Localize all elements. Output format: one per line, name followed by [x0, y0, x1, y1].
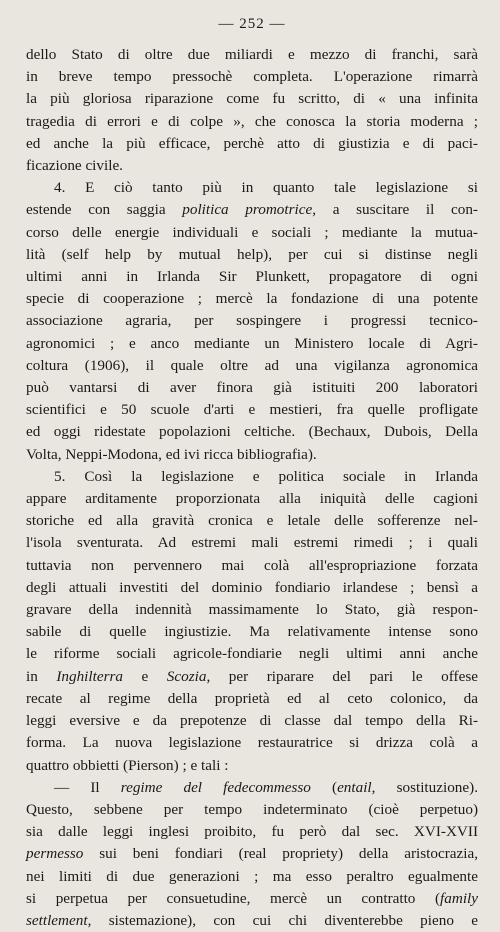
italic-phrase: Inghilterra: [56, 667, 123, 685]
italic-phrase: politica promotrice: [182, 201, 313, 219]
text-line: sia dalle leggi inglesi proibito, fu però dal sec. XVI-XVII: [26, 823, 478, 841]
text-line: corso delle energie individuali e sociali ; mediante la mutua-: [26, 223, 478, 241]
text-run: si perpetua per consuetudine, mercè un contratto (: [26, 889, 441, 907]
text-run: — Il: [54, 778, 121, 796]
text-run: , sistemazione), con cui chi diventerebbe pieno e: [87, 911, 478, 929]
text-run: sui beni fondiari (real propriety) della aristocrazia,: [83, 845, 478, 863]
text-run: , sostituzione).: [371, 778, 478, 796]
text-line: Volta, Neppi-Modona, ed ivi ricca bibliografia).: [26, 445, 317, 463]
text-run: in: [26, 667, 57, 685]
text-run: estende con saggia: [26, 201, 183, 219]
text-line: [26, 199, 478, 221]
text-line: storiche ed alla gravità cronica e letale delle sofferenze nel-: [26, 512, 478, 530]
italic-phrase: entail: [337, 778, 372, 796]
text-line: tragedia di errori e di colpe », che conosca la storia moderna ;: [26, 112, 478, 130]
text-line: Questo, sebbene per tempo indeterminato (cioè perpetuo): [26, 800, 478, 818]
text-line: la più gloriosa riparazione come fu scritto, di « una infinita: [26, 90, 478, 108]
text-line: degli attuali investiti del dominio fondiario irlandese ; bensì a: [26, 578, 478, 596]
text-line: scientifici e 50 scuole d'arti e mestieri, fra quelle profligate: [26, 401, 478, 419]
text-line: l'isola sventurata. Ad estremi mali estremi rimedi ; i quali: [26, 534, 478, 552]
text-line: gravare della indennità massimamente lo Stato, già respon-: [26, 601, 478, 619]
text-line: quattro obbietti (Pierson) ; e tali :: [26, 756, 229, 774]
text-line: specie di cooperazione ; mercè la fondazione di una potente: [26, 290, 478, 308]
text-line: 4. E ciò tanto più in quanto tale legislazione si: [54, 179, 478, 197]
text-line: ficazione civile.: [26, 157, 123, 175]
text-line: tuttavia non pervennero mai colà all'espropriazione forzata: [26, 556, 478, 574]
text-line: ultimi anni in Irlanda Sir Plunkett, propagatore di ogni: [26, 268, 478, 286]
text-line: 5. Così la legislazione e politica sociale in Irlanda: [54, 467, 478, 485]
text-line: sabile di quelle ingiustizie. Ma relativamente intense sono: [26, 623, 478, 641]
text-line: [26, 777, 478, 799]
text-line: lità (self help by mutual help), per cui si distinse negli: [26, 245, 478, 263]
text-line: [26, 666, 478, 688]
italic-phrase: Scozia: [166, 667, 207, 685]
text-line: [26, 888, 478, 910]
text-line: [26, 843, 478, 865]
text-line: può vantarsi di aver finora già istituiti 200 laboratori: [26, 379, 478, 397]
text-run: , per riparare del pari le offese: [206, 667, 478, 685]
text-line: appare arditamente proporzionata alla iniquità delle cagioni: [26, 490, 478, 508]
text-run: e: [123, 667, 167, 685]
text-line: agronomici ; e anco mediante un Ministero locale di Agri-: [26, 334, 478, 352]
italic-phrase: settlement: [26, 911, 88, 929]
text-line: coltura (1906), il quale oltre ad una vigilanza agronomica: [26, 356, 478, 374]
italic-phrase: permesso: [26, 845, 84, 863]
text-line: [26, 910, 478, 932]
text-line: recate al regime della proprietà ed al ceto colonico, da: [26, 689, 478, 707]
text-line: nei limiti di due generazioni ; ma esso peraltro egualmente: [26, 867, 478, 885]
italic-phrase: regime del fedecommesso: [120, 778, 311, 796]
text-run: (: [310, 778, 338, 796]
text-line: le riforme sociali agricole-fondiarie negli ultimi anni anche: [26, 645, 478, 663]
text-line: leggi eversive e da prepotenze di classe dal tempo della Ri-: [26, 712, 478, 730]
text-line: dello Stato di oltre due miliardi e mezzo di franchi, sarà: [26, 46, 478, 63]
text-line: in breve tempo pressochè completa. L'operazione rimarrà: [26, 68, 478, 86]
text-line: ed oggi ridestate popolazioni celtiche. (Bechaux, Dubois, Della: [26, 423, 478, 441]
page-number: — 252 —: [218, 16, 286, 32]
body-text: [26, 44, 478, 932]
text-line: associazione agraria, per sospingere i progressi tecnico-: [26, 312, 478, 330]
text-line: ed anche la più efficace, perchè atto di giustizia e di paci-: [26, 134, 478, 152]
text-run: , a suscitare il con-: [312, 201, 478, 219]
italic-phrase: family: [440, 889, 478, 907]
text-line: forma. La nuova legislazione restauratrice si drizza colà a: [26, 734, 478, 752]
